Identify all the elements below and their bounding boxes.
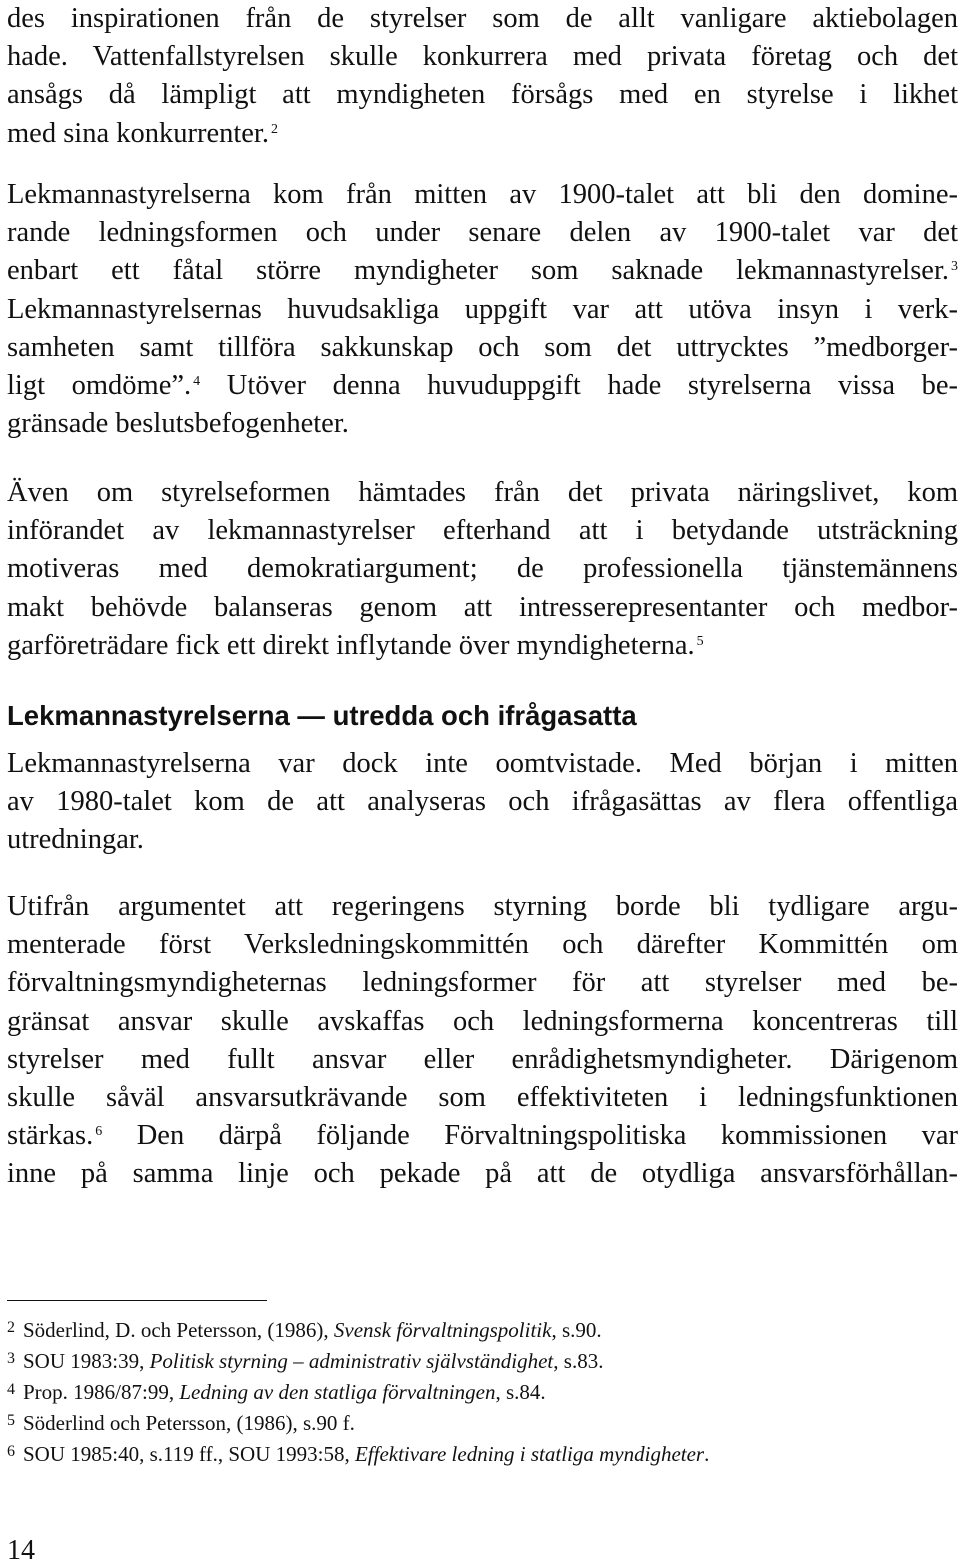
footnote-number: 4 [7,1381,15,1398]
text-line: med sina konkurrenter. [7,117,269,149]
text-line: motiveras med demokratiargument; de professionella tjänstemännens [7,553,958,585]
text-line: gränsat ansvar skulle avskaffas och ledningsformerna koncentreras till [7,1005,958,1037]
paragraph-1 [7,0,958,153]
footnote-2 [7,1315,958,1346]
footnote-number: 6 [7,1443,15,1460]
text-line: rande ledningsformen och under senare delen av 1900-talet var det [7,217,958,249]
text-line: införandet av lekmannastyrelser efterhand att i betydande utsträckning [7,515,958,547]
text-line: skulle såväl ansvarsutkrävande som effektiviteten i ledningsfunktionen [7,1082,958,1114]
footnote-title: Ledning av den statliga förvaltningen [179,1380,496,1404]
page-number: 14 [7,1535,35,1566]
text-line: hade. Vattenfallstyrelsen skulle konkurrera med privata företag och det [7,41,958,73]
text-line: des inspirationen från de styrelser som de allt vanligare aktiebolagen [7,3,958,34]
footnote-separator [7,1300,267,1301]
footnote-number: 3 [7,1350,15,1367]
text-line: makt behövde balanseras genom att intresserepresentanter och medbor- [7,591,958,623]
text-line: styrelser med fullt ansvar eller enrådighetsmyndigheter. Därigenom [7,1043,958,1075]
text-line-with-footnote [7,115,958,153]
section-heading: Lekmannastyrelserna — utredda och ifrågasatta [7,700,637,731]
footnotes-list [7,1315,958,1470]
text-line-with-footnote [7,1117,958,1155]
footnote-text: SOU 1985:40, s.119 ff., SOU 1993:58, [23,1442,355,1466]
text-line-with-footnote [7,367,958,405]
text-line: Lekmannastyrelserna var dock inte oomtvistade. Med början i mitten [7,748,958,779]
footnote-ref-3[interactable]: 3 [951,259,958,275]
text-line: ansågs då lämpligt att myndigheten försågs med en styrelse i likhet [7,79,958,111]
text-line: garföreträdare fick ett direkt inflytande över myndigheterna. [7,629,695,661]
footnote-title: Effektivare ledning i statliga myndigheter [354,1442,705,1466]
footnote-text: Söderlind och Petersson, (1986), s.90 f. [23,1411,355,1435]
text-line: utredningar. [7,824,144,856]
text-line: samheten samt tillföra sakkunskap och som det uttrycktes ”medborger- [7,331,958,363]
text-line-with-footnote [7,627,958,665]
footnote-5 [7,1408,958,1439]
footnote-text: , s.90. [551,1318,602,1342]
footnote-text: SOU 1983:39, [23,1349,150,1373]
footnote-number: 2 [7,1319,15,1336]
footnote-6 [7,1439,958,1470]
text-line-with-footnote [7,252,958,290]
text-fragment: Utöver denna huvuduppgift hade styrelserna vissa be- [200,370,959,402]
paragraph-2 [7,176,958,443]
footnote-title: Politisk styrning – administrativ självständighet [149,1349,554,1373]
footnote-text: Prop. 1986/87:99, [23,1380,180,1404]
footnote-text: Söderlind, D. och Petersson, (1986), [23,1318,334,1342]
text-line: Utifrån argumentet att regeringens styrning borde bli tydligare argu- [7,891,958,922]
footnote-text: . [704,1442,710,1466]
footnote-text: , s.83. [553,1349,604,1373]
text-fragment: Den därpå följande Förvaltningspolitiska kommissionen var [102,1120,958,1152]
text-line: förvaltningsmyndigheternas ledningsformer för att styrelser med be- [7,967,958,999]
footnote-ref-2[interactable]: 2 [270,121,278,137]
text-line: Lekmannastyrelserna kom från mitten av 1900-talet att bli den domine- [7,179,958,210]
footnote-3 [7,1346,958,1377]
text-line: menterade först Verksledningskommittén och därefter Kommittén om [7,929,958,961]
footnote-number: 5 [7,1412,15,1429]
text-fragment: ligt omdöme”. [7,370,192,402]
text-line: gränsade beslutsbefogenheter. [7,408,349,440]
text-line: enbart ett fåtal större myndigheter som saknade lekmannastyrelser. [7,255,949,287]
text-line: Lekmannastyrelsernas huvudsakliga uppgift var att utöva insyn i verk- [7,293,958,325]
footnote-title: Svensk förvaltningspolitik [333,1318,552,1342]
paragraph-4 [7,745,958,860]
document-page [7,0,958,1565]
paragraph-3 [7,474,958,665]
footnote-4 [7,1377,958,1408]
paragraph-5 [7,888,958,1194]
footnote-text: , s.84. [495,1380,546,1404]
text-line: av 1980-talet kom de att analyseras och ifrågasättas av flera offentliga [7,786,958,818]
text-fragment: stärkas. [7,1120,94,1152]
footnote-ref-5[interactable]: 5 [696,633,704,649]
text-line: inne på samma linje och pekade på att de otydliga ansvarsförhållan- [7,1158,958,1190]
text-line: Även om styrelseformen hämtades från det privata näringslivet, kom [7,477,958,508]
footnote-ref-6[interactable]: 6 [95,1124,103,1140]
footnote-ref-4[interactable]: 4 [193,374,201,390]
